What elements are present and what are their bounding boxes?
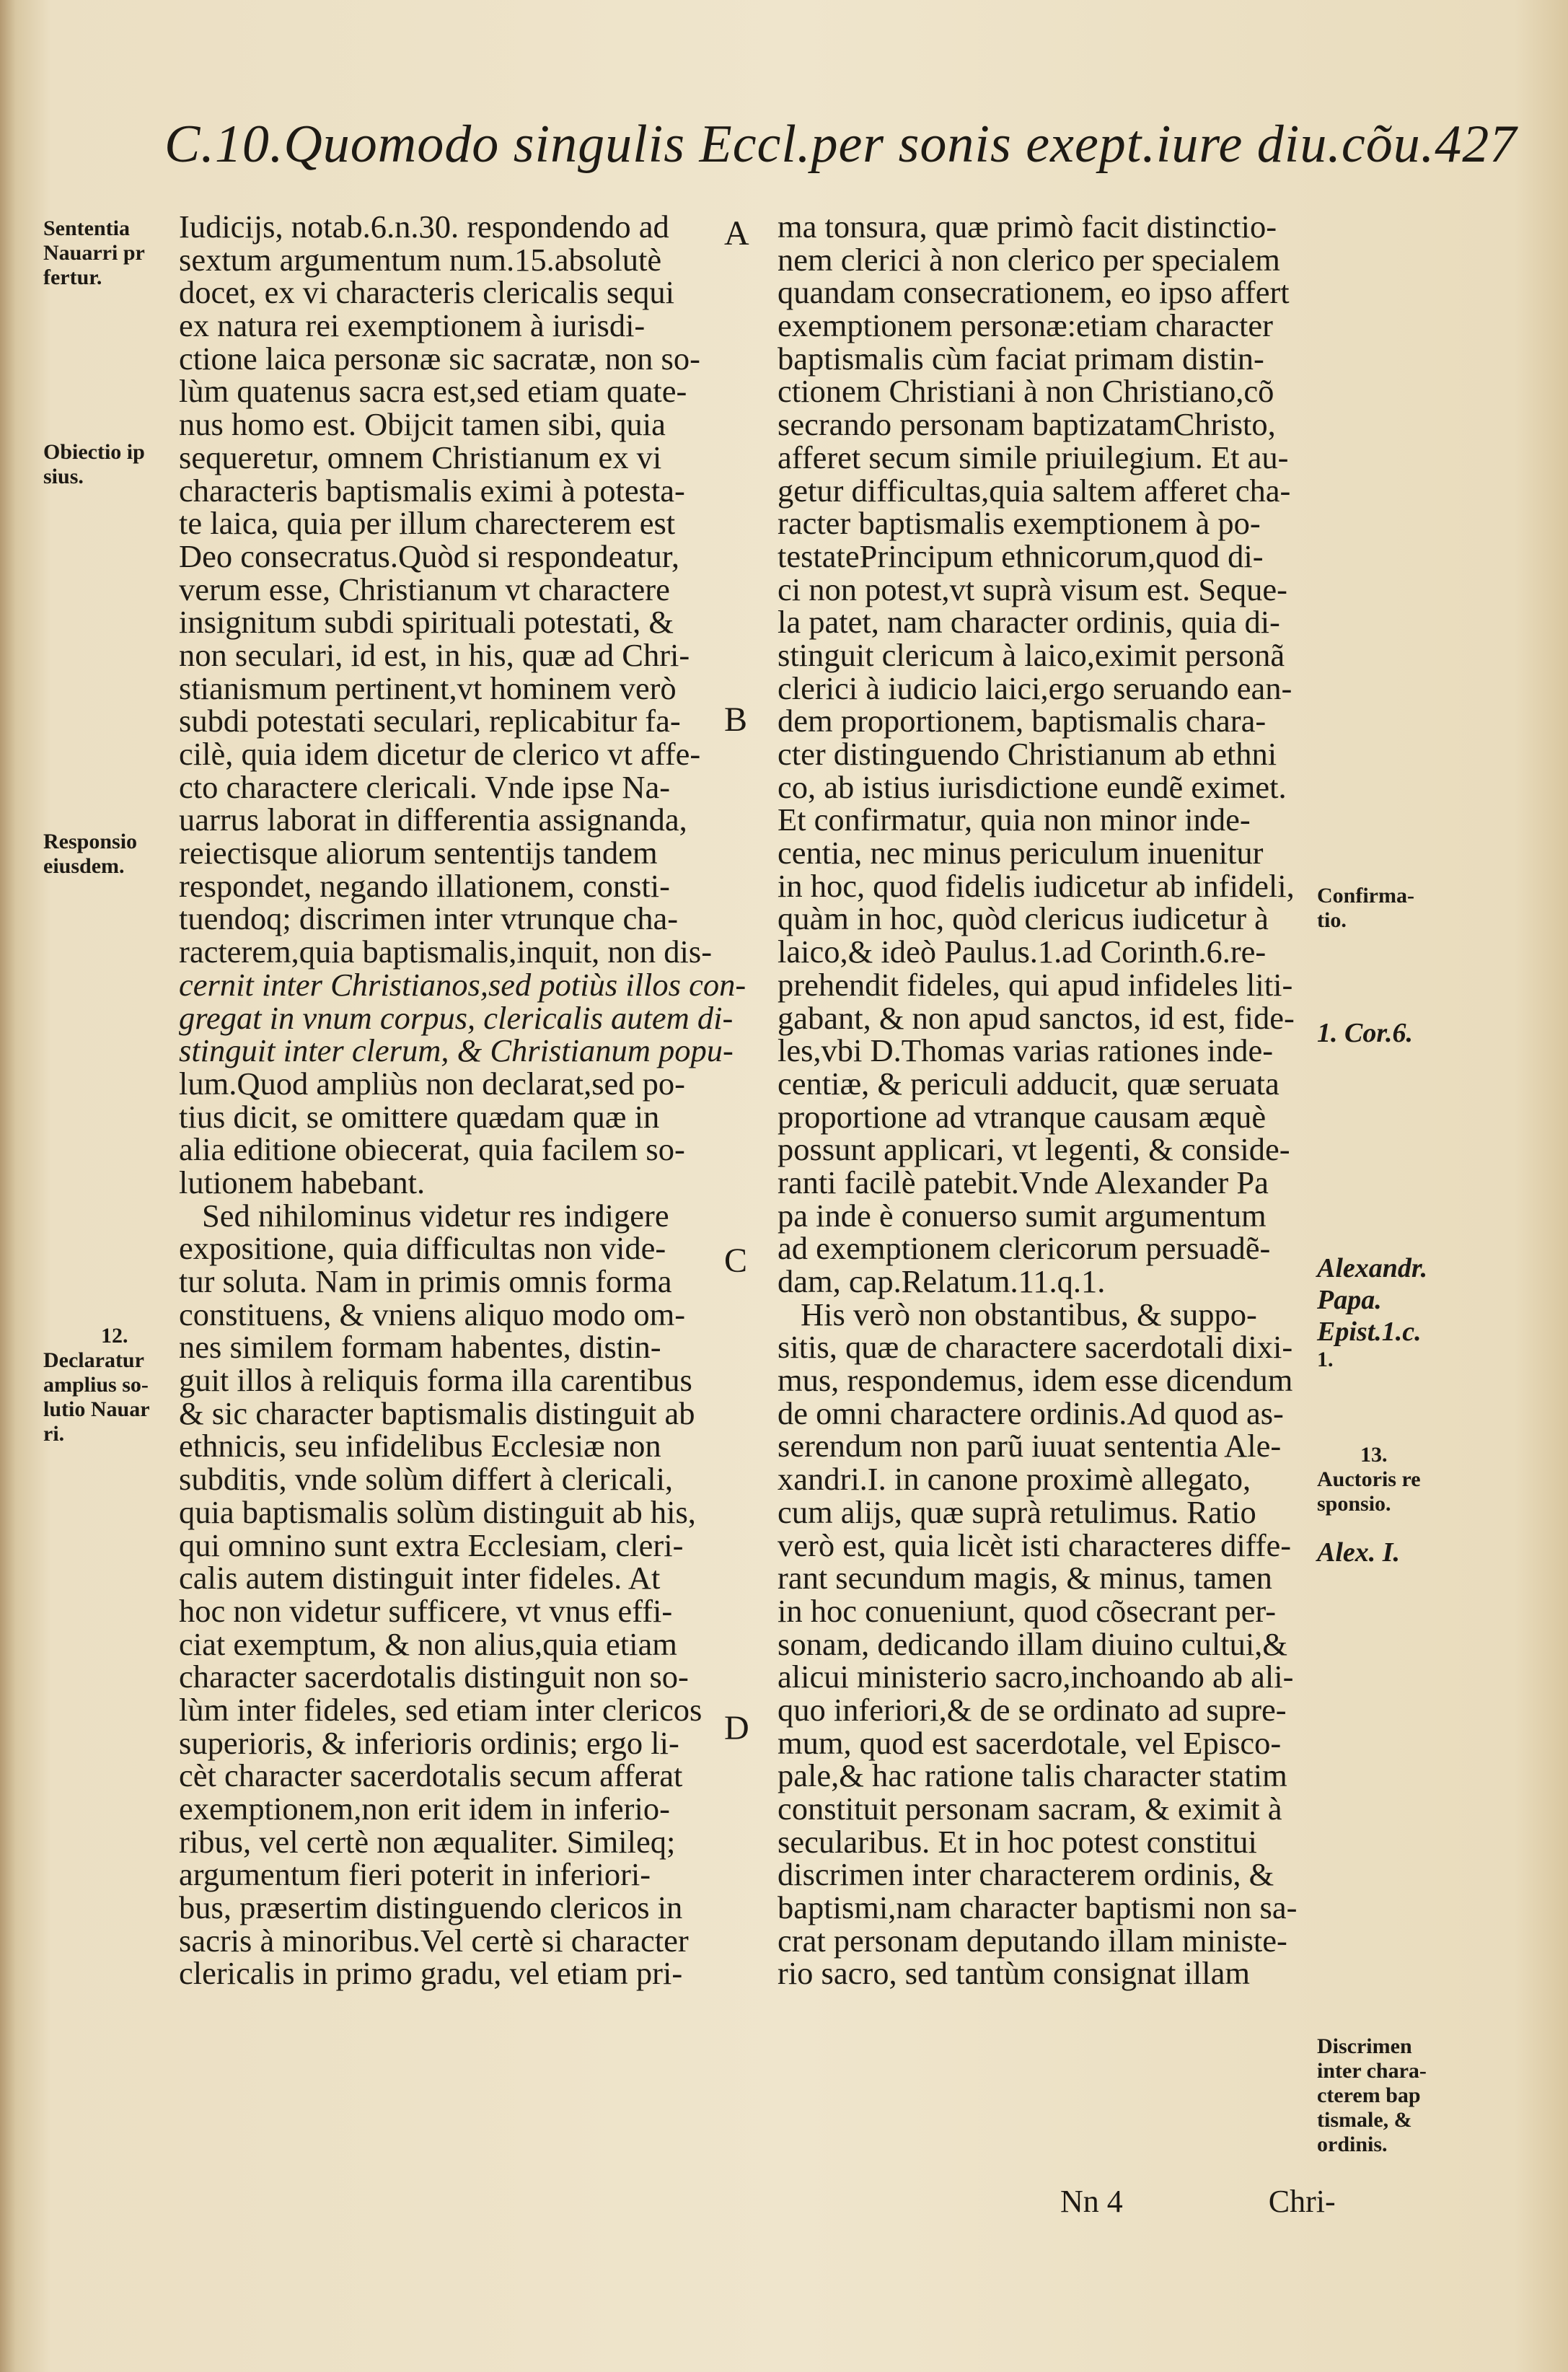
running-title: C.10.Quomodo singulis Eccl.per sonis exept.iure diu.cõu.427: [164, 115, 1518, 174]
text-line: laico,& ideò Paulus.1.ad Corinth.6.re-: [778, 934, 1267, 970]
text-line: co, ab istius iurisdictione eundẽ eximet.: [778, 768, 1287, 805]
text-line: tur soluta. Nam in primis omnis forma: [179, 1263, 672, 1299]
margin-line: Sententia: [43, 216, 130, 240]
text-line: dam, cap.Relatum.11.q.1.: [778, 1263, 1106, 1299]
margin-line: Responsio: [43, 830, 138, 853]
text-line: ciat exemptum, & non alius,quia etiam: [179, 1625, 677, 1662]
text-line: clericalis in primo gradu, vel etiam pri-: [179, 1955, 683, 1992]
text-line: pa inde è conuerso sumit argumentum: [778, 1197, 1267, 1234]
text-line: sacris à minoribus.Vel certè si character: [179, 1922, 689, 1959]
text-line: nem clerici à non clerico per specialem: [778, 241, 1280, 278]
text-line: qui omnino sunt extra Ecclesiam, cleri-: [179, 1527, 684, 1563]
margin-line: Papa.: [1317, 1285, 1382, 1315]
text-line: characteris baptismalis eximi à potesta-: [179, 472, 685, 509]
text-line: subdi potestati seculari, replicabitur fa-: [179, 703, 681, 739]
text-line: docet, ex vi characteris clericalis sequi: [179, 274, 674, 311]
text-line: Et confirmatur, quia non minor inde-: [778, 801, 1251, 838]
text-line: quandam consecrationem, eo ipso affert: [778, 274, 1290, 311]
text-line: & sic character baptismalis distinguit ab: [179, 1394, 695, 1431]
text-line: stianismum pertinent,vt hominem verò: [179, 669, 677, 706]
text-line: secrando personam baptizatamChristo,: [778, 406, 1276, 443]
text-line: in hoc, quod fidelis iudicetur ab infideli,: [778, 867, 1295, 904]
text-line: lum.Quod ampliùs non declarat,sed po-: [179, 1065, 685, 1102]
text-line: character sacerdotalis distinguit non so-: [179, 1659, 689, 1695]
text-line: Iudicijs, notab.6.n.30. respondendo ad: [179, 208, 669, 245]
text-line: ma tonsura, quæ primò facit distinctio-: [778, 208, 1277, 245]
text-line: la patet, nam character ordinis, quia di-: [778, 604, 1280, 641]
text-line: ranti facilè patebit.Vnde Alexander Pa: [778, 1164, 1269, 1200]
text-line: tuendoq; discrimen inter vtrunque cha-: [179, 900, 679, 937]
text-line: constituit personam sacram, & eximit à: [778, 1791, 1282, 1827]
text-line: ethnicis, seu infidelibus Ecclesiæ non: [179, 1428, 661, 1464]
margin-note-confirmatio: [1317, 884, 1414, 933]
text-line: clerici à iudicio laici,ergo seruando ean-: [778, 669, 1292, 706]
margin-line: Obiectio ip: [43, 440, 145, 464]
text-line: rio sacro, sed tantùm consignat illam: [778, 1955, 1250, 1992]
text-line: ci non potest,vt suprà visum est. Seque-: [778, 571, 1287, 607]
margin-note-declaratur: [43, 1324, 150, 1446]
text-line: baptismi,nam character baptismi non sa-: [778, 1889, 1298, 1926]
text-line: mum, quod est sacerdotale, vel Episco-: [778, 1724, 1282, 1761]
margin-line: Discrimen: [1317, 2034, 1412, 2058]
text-line: sextum argumentum num.15.absolutè: [179, 241, 662, 278]
text-line: sonam, dedicando illam diuino cultui,&: [778, 1625, 1287, 1662]
text-line: nus homo est. Obijcit tamen sibi, quia: [179, 406, 666, 443]
text-line: possunt applicari, vt legenti, & conside-: [778, 1131, 1290, 1168]
section-letter-b: B: [724, 700, 748, 739]
text-line: insignitum subdi spirituali potestati, &: [179, 604, 674, 641]
text-line: crat personam deputando illam ministe-: [778, 1922, 1287, 1959]
text-line: lutionem habebant.: [179, 1164, 426, 1200]
text-line: verò est, quia licèt isti characteres diffe-: [778, 1527, 1292, 1563]
text-line: pale,& hac ratione talis character statim: [778, 1757, 1287, 1794]
margin-line: ordinis.: [1317, 2132, 1388, 2156]
margin-line: 1. Cor.6.: [1317, 1018, 1414, 1048]
text-line: exemptionem,non erit idem in inferio-: [179, 1791, 670, 1827]
text-line: argumentum fieri poterit in inferiori-: [179, 1856, 651, 1893]
text-line-italic: gregat in vnum corpus, clericalis autem di-: [179, 999, 734, 1036]
text-line: centia, nec minus periculum inuenitur: [778, 835, 1264, 871]
section-letter-d: D: [724, 1709, 749, 1747]
margin-note-corinth: [1317, 1017, 1413, 1049]
text-line: serendum non parũ iuuat sententia Ale-: [778, 1428, 1282, 1464]
text-line: te laica, quia per illum charecterem est: [179, 505, 676, 542]
text-line: ad exemptionem clericorum persuadẽ-: [778, 1230, 1271, 1267]
text-line: ctione laica personæ sic sacratæ, non so-: [179, 340, 700, 377]
margin-note-sententia: [43, 216, 145, 290]
text-line: racterem,quia baptismalis,inquit, non dis-: [179, 934, 713, 970]
text-line: cilè, quia idem dicetur de clerico vt affe-: [179, 736, 701, 772]
text-line: rant secundum magis, & minus, tamen: [778, 1560, 1272, 1596]
margin-line: tio.: [1317, 908, 1347, 932]
text-line: getur difficultas,quia saltem afferet cha-: [778, 472, 1291, 509]
text-line: baptismalis cùm faciat primam distin-: [778, 340, 1264, 377]
text-line: stinguit clericum à laico,eximit personã: [778, 636, 1285, 673]
text-line: lùm inter fideles, sed etiam inter clericos: [179, 1691, 702, 1728]
margin-note-responsio: [43, 830, 137, 879]
text-line: sitis, quæ de charactere sacerdotali dixi-: [778, 1329, 1293, 1366]
margin-line: cterem bap: [1317, 2083, 1421, 2107]
text-line: Sed nihilominus videtur res indigere: [202, 1197, 669, 1234]
margin-line: Nauarri pr: [43, 241, 145, 265]
margin-line: sius.: [43, 465, 84, 488]
margin-line: 13.: [1360, 1443, 1388, 1467]
catchword: Chri-: [1268, 2184, 1336, 2219]
text-line: quo inferiori,& de se ordinato ad supre-: [778, 1691, 1287, 1728]
text-line: alicui ministerio sacro,inchoando ab ali-: [778, 1659, 1294, 1695]
section-letter-c: C: [724, 1242, 748, 1280]
text-line: cto charactere clericali. Vnde ipse Na-: [179, 768, 671, 805]
margin-line: Alexandr.: [1317, 1253, 1428, 1283]
text-line: verum esse, Christianum vt charactere: [179, 571, 670, 607]
text-line: constituens, & vniens aliquo modo om-: [179, 1296, 686, 1332]
margin-line: Alex. I.: [1317, 1537, 1401, 1568]
text-line: in hoc conueniunt, quod cõsecrant per-: [778, 1592, 1277, 1629]
text-line: nes similem formam habentes, distin-: [179, 1329, 661, 1366]
margin-line: inter chara-: [1317, 2059, 1427, 2083]
margin-line: eiusdem.: [43, 854, 125, 878]
text-line: subditis, vnde solùm differt à clericali,: [179, 1461, 674, 1498]
margin-line: sponsio.: [1317, 1492, 1391, 1516]
text-line: centiæ, & periculi adducit, quæ seruata: [778, 1065, 1279, 1102]
text-line: quia baptismalis solùm distinguit ab his,: [179, 1493, 696, 1530]
right-text-column: [778, 208, 1320, 1992]
margin-line: Declaratur: [43, 1348, 144, 1372]
text-line: prehendit fideles, qui apud infideles liti-: [778, 966, 1293, 1003]
text-line: Deo consecratus.Quòd si respondeatur,: [179, 537, 679, 574]
text-line: ribus, vel certè non æqualiter. Simileq;: [179, 1823, 676, 1860]
text-line: secularibus. Et in hoc potest constitui: [778, 1823, 1257, 1860]
margin-note-obiectio: [43, 440, 145, 489]
margin-note-alex-i: [1317, 1537, 1400, 1568]
text-line: reiectisque aliorum sententijs tandem: [179, 835, 658, 871]
text-line: ctionem Christiani à non Christiano,cõ: [778, 373, 1274, 410]
text-line: les,vbi D.Thomas varias rationes inde-: [778, 1032, 1274, 1069]
text-line: cum alijs, quæ suprà retulimus. Ratio: [778, 1493, 1256, 1530]
margin-line: fertur.: [43, 265, 102, 289]
margin-line: 1.: [1317, 1348, 1334, 1371]
text-line: sequeretur, omnem Christianum ex vi: [179, 439, 662, 475]
text-line: mus, respondemus, idem esse dicendum: [778, 1362, 1293, 1399]
text-line: gabant, & non apud sanctos, id est, fide-: [778, 999, 1295, 1036]
text-line: lùm quatenus sacra est,sed etiam quate-: [179, 373, 687, 410]
page-footer: [1060, 2183, 1336, 2220]
margin-note-auctoris: [1317, 1443, 1421, 1516]
margin-line: amplius so-: [43, 1373, 149, 1397]
text-line: bus, præsertim distinguendo clericos in: [179, 1889, 683, 1926]
signature-mark: Nn 4: [1060, 2184, 1123, 2219]
text-line: xandri.I. in canone proximè allegato,: [778, 1461, 1251, 1498]
text-line: proportione ad vtranque causam æquè: [778, 1098, 1267, 1135]
text-line: afferet secum simile priuilegium. Et au-: [778, 439, 1289, 475]
text-line: hoc non videtur sufficere, vt vnus effi-: [179, 1592, 673, 1629]
text-line: respondet, negando illationem, consti-: [179, 867, 670, 904]
text-line: dem proportionem, baptismalis chara-: [778, 703, 1267, 739]
section-letter-a: A: [724, 214, 749, 252]
text-line: racter baptismalis exemptionem à po-: [778, 505, 1261, 542]
text-line-italic: stinguit inter clerum, & Christianum popu-: [179, 1032, 734, 1069]
text-line: ex natura rei exemptionem à iurisdi-: [179, 307, 646, 344]
text-line: superioris, & inferioris ordinis; ergo li-: [179, 1724, 679, 1761]
text-line: cèt character sacerdotalis secum afferat: [179, 1757, 683, 1794]
text-line: calis autem distinguit inter fideles. At: [179, 1560, 661, 1596]
text-line: exemptionem personæ:etiam character: [778, 307, 1273, 344]
left-text-column: [179, 208, 746, 1992]
text-line: de omni charactere ordinis.Ad quod as-: [778, 1394, 1284, 1431]
text-line: guit illos à reliquis forma illa carentibus: [179, 1362, 692, 1399]
margin-line: ri.: [43, 1422, 65, 1446]
text-line: non seculari, id est, in his, quæ ad Chri-: [179, 636, 690, 673]
margin-note-alexander: [1317, 1252, 1427, 1372]
margin-line: Epist.1.c.: [1317, 1317, 1422, 1347]
margin-line: lutio Nauar: [43, 1397, 150, 1421]
margin-note-discrimen: [1317, 2034, 1427, 2157]
margin-line: tismale, &: [1317, 2108, 1412, 2132]
text-line: cter distinguendo Christianum ab ethni: [778, 736, 1277, 772]
margin-line: 12.: [101, 1324, 128, 1348]
text-line: quàm in hoc, quòd clericus iudicetur à: [778, 900, 1269, 937]
margin-line: Auctoris re: [1317, 1467, 1421, 1491]
text-line-italic: cernit inter Christianos,sed potiùs illos con-: [179, 966, 746, 1003]
text-line: alia editione obiecerat, quia facilem so-: [179, 1131, 685, 1168]
text-line: expositione, quia difficultas non vide-: [179, 1230, 666, 1267]
text-line: tius dicit, se omittere quædam quæ in: [179, 1098, 660, 1135]
text-line: testatePrincipum ethnicorum,quod di-: [778, 537, 1264, 574]
text-line: uarrus laborat in differentia assignanda,: [179, 801, 687, 838]
text-line: His verò non obstantibus, & suppo-: [801, 1296, 1257, 1332]
text-line: discrimen inter characterem ordinis, &: [778, 1856, 1274, 1893]
margin-line: Confirma-: [1317, 884, 1414, 908]
